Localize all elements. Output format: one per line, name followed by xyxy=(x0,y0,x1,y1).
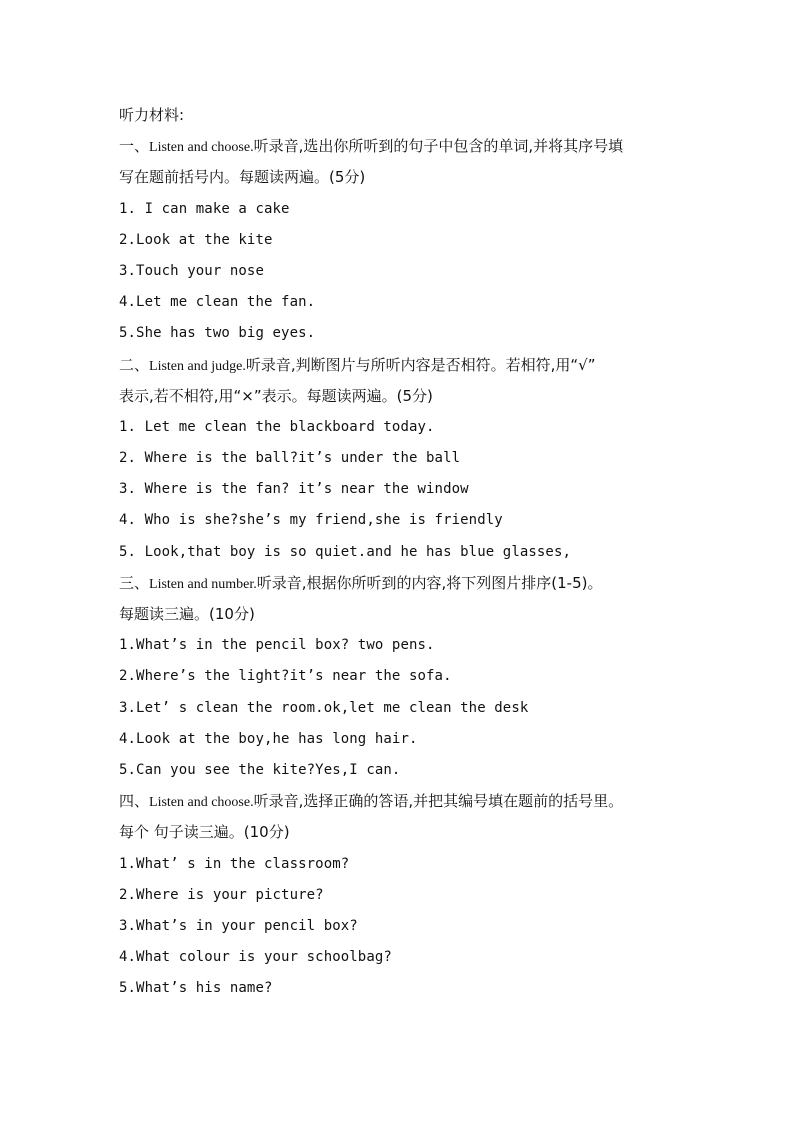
section-4-english: Listen and choose. xyxy=(149,795,254,811)
section-3-item-4: 4.Look at the boy,he has long hair. xyxy=(119,730,418,747)
section-2-item-2: 2. Where is the ball?it’s under the ball xyxy=(119,450,461,467)
section-4-item-4: 4.What colour is your schoolbag? xyxy=(119,949,392,966)
section-2-item-3: 3. Where is the fan? it’s near the window xyxy=(119,481,469,498)
section-2-instruction: 听录音,判断图片与所听内容是否相符。若相符,用“√” xyxy=(245,355,596,374)
section-3-item-2: 2.Where’s the light?it’s near the sofa. xyxy=(119,668,452,685)
section-3-item-1: 1.What’s in the pencil box? two pens. xyxy=(119,637,435,654)
section-4-title xyxy=(119,786,694,817)
section-1-english: Listen and choose. xyxy=(149,140,254,156)
section-4-instruction-cont: 每个 句子读三遍。(10分) xyxy=(119,823,290,842)
section-1-instruction: 听录音,选出你所听到的句子中包含的单词,并将其序号填 xyxy=(253,137,624,156)
section-3-instruction: 听录音,根据你所听到的内容,将下列图片排序(1-5)。 xyxy=(256,573,603,592)
section-2-instruction-cont: 表示,若不相符,用“×”表示。每题读两遍。(5分) xyxy=(119,386,433,405)
section-1-item-3: 3.Touch your nose xyxy=(119,262,264,279)
section-1-title xyxy=(119,131,694,162)
section-4-prefix: 四、 xyxy=(119,792,150,811)
doc-heading: 听力材料: xyxy=(119,106,185,124)
section-2-item-1: 1. Let me clean the blackboard today. xyxy=(119,418,435,435)
section-3-item-5: 5.Can you see the kite?Yes,I can. xyxy=(119,761,401,778)
section-2-prefix: 二、 xyxy=(119,355,150,374)
section-4-item-1: 1.What’ s in the classroom? xyxy=(119,855,350,872)
section-1-instruction-cont: 写在题前括号内。每题读两遍。(5分) xyxy=(119,168,366,187)
section-2-item-5: 5. Look,that boy is so quiet.and he has blue glasses, xyxy=(119,543,572,560)
section-1-item-4: 4.Let me clean the fan. xyxy=(119,294,316,311)
section-1-item-1: 1. I can make a cake xyxy=(119,200,290,217)
section-3-item-3: 3.Let’ s clean the room.ok,let me clean the desk xyxy=(119,699,529,716)
section-2-english: Listen and judge. xyxy=(149,358,246,374)
section-4-item-3: 3.What’s in your pencil box? xyxy=(119,917,358,934)
section-4-instruction: 听录音,选择正确的答语,并把其编号填在题前的括号里。 xyxy=(253,792,624,811)
section-3-instruction-cont: 每题读三遍。(10分) xyxy=(119,605,255,623)
section-1-prefix: 一、 xyxy=(119,137,150,156)
section-2-title xyxy=(119,350,694,381)
section-1-item-2: 2.Look at the kite xyxy=(119,231,273,248)
section-3-english: Listen and number. xyxy=(149,576,257,592)
section-3-prefix: 三、 xyxy=(119,573,150,592)
section-4-item-2: 2.Where is your picture? xyxy=(119,886,324,903)
section-2-item-4: 4. Who is she?she’s my friend,she is friendly xyxy=(119,512,503,529)
section-4-item-5: 5.What’s his name? xyxy=(119,980,273,997)
section-3-title xyxy=(119,568,694,599)
section-1-item-5: 5.She has two big eyes. xyxy=(119,325,316,342)
